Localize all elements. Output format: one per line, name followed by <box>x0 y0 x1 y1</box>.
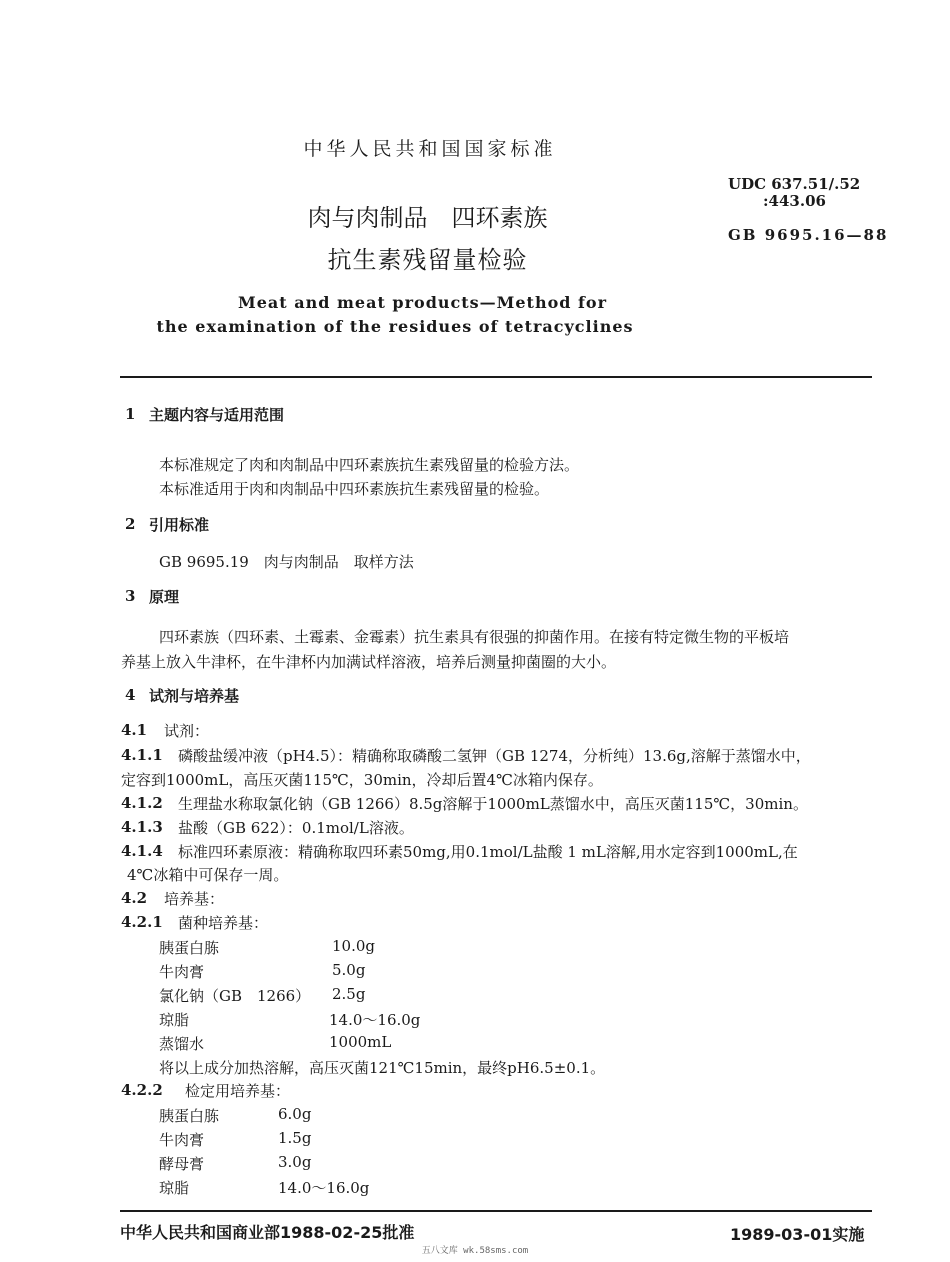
clause-4-2-1-title: 菌种培养基： <box>178 914 269 932</box>
clause-4-1-2-number: 4.1.2 <box>121 794 163 812</box>
ingredient-name: 蒸馏水 <box>159 1035 205 1053</box>
clause-4-2-1-note: 将以上成分加热溶解，高压灭菌121℃15min，最终pH6.5±0.1。 <box>159 1059 606 1077</box>
clause-4-1-1-line-2: 定容到1000mL，高压灭菌115℃，30min，冷却后置4℃冰箱内保存。 <box>121 771 603 789</box>
clause-4-2-title: 培养基： <box>164 890 225 908</box>
section-3-paragraph-line-2: 养基上放入牛津杯，在牛津杯内加满试样溶液，培养后测量抑菌圈的大小。 <box>121 653 617 671</box>
issuing-authority-heading: 中华人民共和国国家标准 <box>303 138 557 160</box>
clause-4-1-1-line-1: 磷酸盐缓冲液（pH4.5）：精确称取磷酸二氢钾（GB 1274，分析纯）13.6g,溶解于蒸馏水中， <box>178 747 811 765</box>
english-title-line-2: the examination of the residues of tetracyclines <box>156 317 634 336</box>
site-watermark: 五八文库 wk.58sms.com <box>421 1246 529 1256</box>
section-2-title: 引用标准 <box>149 516 210 534</box>
section-4-number: 4 <box>125 686 136 704</box>
clause-4-1-4-line-2: 4℃冰箱中可保存一周。 <box>127 866 289 884</box>
section-1-number: 1 <box>125 405 136 423</box>
ingredient-amount: 5.0g <box>332 961 366 979</box>
header-divider <box>120 376 872 378</box>
ingredient-amount: 14.0～16.0g <box>278 1179 370 1197</box>
ingredient-name: 琼脂 <box>159 1179 190 1197</box>
ingredient-amount: 6.0g <box>278 1105 312 1123</box>
clause-4-2-1-number: 4.2.1 <box>121 913 163 931</box>
english-title-line-1: Meat and meat products—Method for <box>238 293 607 312</box>
udc-classification: UDC 637.51/.52 <box>728 175 861 193</box>
section-1-paragraph-1: 本标准规定了肉和肉制品中四环素族抗生素残留量的检验方法。 <box>159 456 580 474</box>
udc-classification-continued: :443.06 <box>763 192 826 210</box>
clause-4-1-4-number: 4.1.4 <box>121 842 163 860</box>
section-1-paragraph-2: 本标准适用于肉和肉制品中四环素族抗生素残留量的检验。 <box>159 480 550 498</box>
ingredient-name: 琼脂 <box>159 1011 190 1029</box>
ingredient-amount: 3.0g <box>278 1153 312 1171</box>
ingredient-name: 胰蛋白胨 <box>159 939 220 957</box>
ingredient-name: 胰蛋白胨 <box>159 1107 220 1125</box>
effective-date: 1989-03-01实施 <box>730 1225 865 1244</box>
section-2-number: 2 <box>125 515 136 533</box>
clause-4-1-3-line-1: 盐酸（GB 622）：0.1mol/L溶液。 <box>178 819 414 837</box>
ingredient-amount: 1.5g <box>278 1129 312 1147</box>
section-3-number: 3 <box>125 587 136 605</box>
ingredient-amount: 14.0～16.0g <box>329 1011 421 1029</box>
ingredient-amount: 1000mL <box>329 1033 392 1051</box>
section-3-paragraph-line-1: 四环素族（四环素、土霉素、金霉素）抗生素具有很强的抑菌作用。在接有特定微生物的平板培 <box>159 628 790 646</box>
clause-4-2-2-title: 检定用培养基： <box>185 1082 291 1100</box>
ingredient-amount: 10.0g <box>332 937 376 955</box>
clause-4-2-2-number: 4.2.2 <box>121 1081 163 1099</box>
section-3-title: 原理 <box>149 588 180 606</box>
document-title-line-2: 抗生素残留量检验 <box>327 246 528 274</box>
ingredient-amount: 2.5g <box>332 985 366 1003</box>
ingredient-name: 牛肉膏 <box>159 1131 205 1149</box>
standard-code: GB 9695.16—88 <box>728 226 889 244</box>
section-4-title: 试剂与培养基 <box>149 687 240 705</box>
section-2-reference: GB 9695.19 肉与肉制品 取样方法 <box>159 553 414 571</box>
ingredient-name: 氯化钠（GB 1266） <box>159 987 311 1005</box>
clause-4-1-4-line-1: 标准四环素原液：精确称取四环素50mg,用0.1mol/L盐酸 1 mL溶解,用水定容到1000mL,在 <box>178 843 798 861</box>
clause-4-1-2-line-1: 生理盐水称取氯化钠（GB 1266）8.5g溶解于1000mL蒸馏水中，高压灭菌115℃，30min。 <box>178 795 808 813</box>
clause-4-2-number: 4.2 <box>121 889 148 907</box>
clause-4-1-title: 试剂： <box>164 722 210 740</box>
clause-4-1-3-number: 4.1.3 <box>121 818 163 836</box>
section-1-title: 主题内容与适用范围 <box>149 406 285 424</box>
clause-4-1-number: 4.1 <box>121 721 148 739</box>
footer-divider <box>120 1210 872 1212</box>
clause-4-1-1-number: 4.1.1 <box>121 746 163 764</box>
document-title-line-1: 肉与肉制品 四环素族 <box>307 204 548 232</box>
ingredient-name: 酵母膏 <box>159 1155 205 1173</box>
ingredient-name: 牛肉膏 <box>159 963 205 981</box>
approval-statement: 中华人民共和国商业部1988-02-25批准 <box>120 1223 415 1242</box>
